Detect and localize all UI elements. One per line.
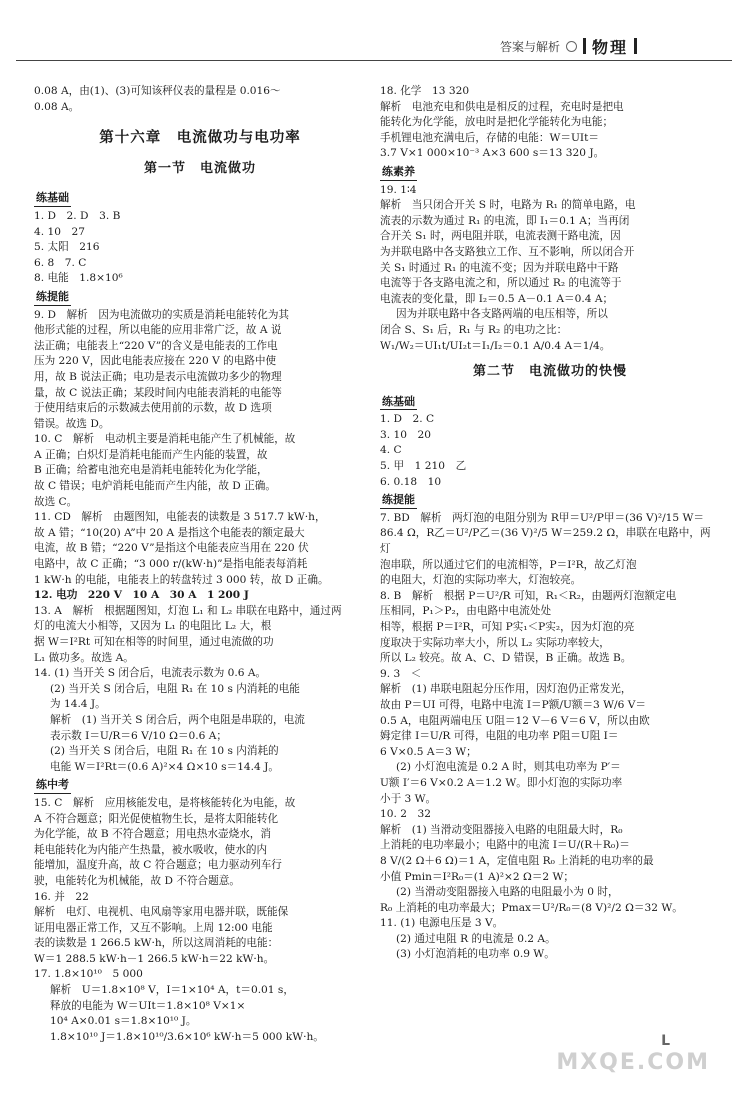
answer-q7 <box>380 511 720 589</box>
text-line: L₁ 做功多。故选 A。 <box>34 651 134 664</box>
text-line: 解析 U＝1.8×10⁸ V，I＝1×10⁴ A，t＝0.01 s， <box>50 984 294 997</box>
text-line: (2) 当滑动变阻器接入电路的电阻最小为 0 时， <box>396 886 619 899</box>
text-line: 解析 电池充电和供电是相反的过程，充电时是把电 <box>380 100 624 113</box>
text-line: A 正确；白炽灯是消耗电能而产生内能的装置，故 <box>34 448 268 461</box>
text-line: 错误。故选 D。 <box>34 417 110 430</box>
text-line: 10. C 解析 电动机主要是消耗电能产生了机械能，故 <box>34 433 296 446</box>
section-title: 第二节 电流做功的快慢 <box>472 364 627 380</box>
text-line: 压为 220 V，因此电能表应接在 220 V 的电路中使 <box>34 355 277 368</box>
text-line: 为 14.4 J。 <box>50 698 106 711</box>
answer-q8 <box>380 589 720 667</box>
text-line: (3) 小灯泡消耗的电功率 0.9 W。 <box>396 948 555 961</box>
text-line: 10⁴ A×0.01 s＝1.8×10¹⁰ J。 <box>50 1015 197 1028</box>
tag-improve: 练提能 <box>380 492 417 509</box>
text-line: 0.08 A，由(1)、(3)可知该秤仪表的量程是 0.016～ <box>34 85 281 97</box>
text-line: 0.08 A。 <box>34 100 80 113</box>
text-line: W₁/W₂＝UI₁t/UI₂t＝I₁/I₂＝0.1 A/0.4 A＝1/4。 <box>380 339 611 352</box>
answer-q11 <box>380 916 720 963</box>
text-line: 合开关 S₁ 时，两电阻并联，电流表测干路电流，因 <box>380 230 621 243</box>
text-line: 小于 3 W。 <box>380 792 437 805</box>
text-line: 11. CD 解析 由题图知，电能表的读数是 3 517.7 kW·h， <box>34 511 326 524</box>
answer-line: 5. 太阳 216 <box>34 241 100 254</box>
running-header <box>500 34 730 58</box>
text-line: W＝1 288.5 kW·h－1 266.5 kW·h＝22 kW·h。 <box>34 952 275 965</box>
text-line: 电流表的变化量，即 I₂＝0.5 A－0.1 A＝0.4 A； <box>380 292 614 305</box>
text-line: 0.5 A，电阻两端电压 U阻＝12 V－6 V＝6 V，所以由欧 <box>380 714 650 727</box>
text-line: 电流，故 B 错；“220 V”是指这个电能表应当用在 220 伏 <box>34 542 309 555</box>
text-line: 13. A 解析 根据题图知，灯泡 L₁ 和 L₂ 串联在电路中，通过两 <box>34 604 342 617</box>
answer-q9 <box>34 308 366 433</box>
answer-q9 <box>380 667 720 807</box>
text-line: 因为并联电路中各支路两端的电压相等，所以 <box>396 308 608 321</box>
header-rule <box>16 60 732 61</box>
text-line: 的电阻大，灯泡的实际功率大，灯泡较亮。 <box>380 574 582 587</box>
text-line: 能增加，温度升高，故 C 符合题意；电力驱动列车行 <box>34 859 282 872</box>
divider-bar <box>583 38 586 54</box>
text-line: 9. 3 ＜ <box>380 667 422 680</box>
text-line: 泡串联，所以通过它们的电流相等，P＝I²R，故乙灯泡 <box>380 558 637 571</box>
text-line: 7. BD 解析 两灯泡的电阻分别为 R甲＝U²/P甲＝(36 V)²/15 W＝ <box>380 511 704 524</box>
text-line: 19. 1∶4 <box>380 183 417 196</box>
basic-answers <box>34 209 366 287</box>
watermark-logo: MXQE.COM <box>556 1050 710 1075</box>
text-line: 相等，根据 P＝I²R，可知 P实₁＜P实₂，因为灯泡的亮 <box>380 621 635 633</box>
tag-midterm: 练中考 <box>34 777 71 794</box>
text-line: 故 A 错；“10(20) A”中 20 A 是指这个电能表的额定最大 <box>34 526 305 539</box>
tag-basic: 练基础 <box>380 394 417 411</box>
answer-line: 5. 甲 1 210 乙 <box>380 460 467 473</box>
text-line: 6 V×0.5 A＝3 W； <box>380 745 477 758</box>
answer-q14 <box>34 666 366 775</box>
answer-q12: 12. 电功 220 V 10 A 30 A 1 200 J <box>34 589 249 602</box>
basic-answers <box>380 412 720 490</box>
text-line: 解析 电灯、电视机、电风扇等家用电器并联，既能保 <box>34 906 289 919</box>
text-line: A 不符合题意；阳光促使植物生长，是将太阳能转化 <box>34 812 279 825</box>
text-line: 于使用结束后的示数减去使用前的示数，故 D 选项 <box>34 402 272 415</box>
text-line: 据 W＝I²Rt 可知在相等的时间里，通过电流做的功 <box>34 636 274 648</box>
text-line: 1.8×10¹⁰ J＝1.8×10¹⁰/3.6×10⁶ kW·h＝5 000 kW·h。 <box>50 1030 324 1043</box>
answer-line: 1. D 2. D 3. B <box>34 209 121 222</box>
text-line: 证用电器正常工作，又互不影响。上周 12:00 电能 <box>34 921 273 934</box>
text-line: 14. (1) 当开关 S 闭合后，电流表示数为 0.6 A。 <box>34 667 267 680</box>
answer-q16 <box>34 890 366 968</box>
text-line: 11. (1) 电源电压是 3 V。 <box>380 917 504 930</box>
text-line: 手机锂电池充满电后，存储的电能：W＝UIt＝ <box>380 131 599 144</box>
answer-line: 8. 电能 1.8×10⁶ <box>34 272 123 285</box>
text-line: 电能 W＝I²Rt＝(0.6 A)²×4 Ω×10 s＝14.4 J。 <box>50 760 279 773</box>
tag-basic: 练基础 <box>34 190 71 207</box>
header-title: 物理 <box>592 37 629 57</box>
text-line: 解析 当只闭合开关 S 时，电路为 R₁ 的简单电路，电 <box>380 199 636 212</box>
answer-q13 <box>34 604 366 666</box>
text-line: 闭合 S、S₁ 后，R₁ 与 R₂ 的电功之比： <box>380 323 568 336</box>
left-column <box>34 84 366 1045</box>
text-line: 能转化为化学能，放电时是把化学能转化为电能； <box>380 116 614 129</box>
text-line: 15. C 解析 应用核能发电，是将核能转化为电能，故 <box>34 796 296 809</box>
answer-line: 6. 8 7. C <box>34 256 87 269</box>
answer-line: 4. 10 27 <box>34 225 86 238</box>
text-line: 1 kW·h 的电能，电能表上的转盘转过 3 000 转，故 D 正确。 <box>34 573 329 586</box>
text-line: R₀ 上消耗的电功率最大；Pmax＝U²/R₀＝(8 V)²/2 Ω＝32 W。 <box>380 901 683 914</box>
text-line: 10. 2 32 <box>380 808 432 821</box>
text-line: 用，故 B 说法正确；电功是表示电流做功多少的物理 <box>34 370 282 383</box>
answer-q10 <box>34 432 366 510</box>
text-line: 3.7 V×1 000×10⁻³ A×3 600 s＝13 320 J。 <box>380 147 605 160</box>
text-line: 9. D 解析 因为电流做功的实质是消耗电能转化为其 <box>34 308 290 321</box>
text-line: 法正确；电能表上“220 V”的含义是电能表的工作电 <box>34 339 278 352</box>
text-line: 表示数 I＝U/R＝6 V/10 Ω＝0.6 A； <box>50 729 228 742</box>
divider-bar <box>634 38 637 54</box>
tag-improve: 练提能 <box>34 289 71 306</box>
text-line: 量，故 C 说法正确；某段时间内电能表消耗的电能等 <box>34 386 282 399</box>
text-line: 度取决于实际功率大小，所以 L₂ 实际功率较大， <box>380 636 610 649</box>
text-line: 8. B 解析 根据 P＝U²/R 可知，R₁＜R₂，由题两灯泡额定电 <box>380 589 677 602</box>
text-line: 86.4 Ω，R乙＝U²/P乙＝(36 V)²/5 W＝259.2 Ω，串联在电路中，两灯 <box>380 527 711 556</box>
answer-line: 6. 0.18 10 <box>380 475 442 488</box>
text-line: 故 C 错误；电炉消耗电能而产生内能，故 D 正确。 <box>34 480 276 493</box>
answer-q11 <box>34 510 366 588</box>
chapter-title: 第十六章 电流做功与电功率 <box>99 130 301 147</box>
answer-q19 <box>380 183 720 355</box>
intro-block <box>34 84 366 115</box>
text-line: 8 V/(2 Ω＋6 Ω)＝1 A，定值电阻 R₀ 上消耗的电功率的最 <box>380 854 654 867</box>
page-mark: L <box>661 1033 670 1049</box>
text-line: 他形式能的过程，所以电能的应用非常广泛，故 A 说 <box>34 324 282 337</box>
answer-q15 <box>34 796 366 890</box>
text-line: 故由 P＝UI 可得，电路中电流 I＝P额/U额＝3 W/6 V＝ <box>380 698 646 711</box>
text-line: 解析 (1) 当开关 S 闭合后，两个电阻是串联的，电流 <box>50 713 305 726</box>
text-line: 解析 (1) 当滑动变阻器接入电路的电阻最大时，R₀ <box>380 823 623 836</box>
text-line: 电流等于各支路电流之和，所以通过 R₂ 的电流等于 <box>380 277 622 290</box>
section-title: 第一节 电流做功 <box>143 160 256 176</box>
text-line: 灯的电流大小相等，又因为 L₁ 的电阻比 L₂ 大，根 <box>34 620 272 633</box>
text-line: 驶，电能转化为机械能，故 D 不符合题意。 <box>34 874 240 887</box>
text-line: 耗电能转化为内能产生热量，被水吸收，使水的内 <box>34 843 268 856</box>
text-line: 为并联电路中各支路独立工作、互不影响，所以闭合开 <box>380 245 635 258</box>
text-line: 关 S₁ 时通过 R₁ 的电流不变；因为并联电路中干路 <box>380 261 619 274</box>
text-line: B 正确；给蓄电池充电是消耗电能转化为化学能， <box>34 464 268 477</box>
text-line: 17. 1.8×10¹⁰ 5 000 <box>34 968 143 981</box>
answer-line: 1. D 2. C <box>380 413 435 426</box>
text-line: 姆定律 I＝U/R 可得，电阻的电功率 P阻＝U阻 I＝ <box>380 730 619 743</box>
text-line: (2) 当开关 S 闭合后，电阻 R₁ 在 10 s 内消耗的电能 <box>50 682 300 695</box>
header-subtitle: 答案与解析 <box>500 39 561 54</box>
text-line: 上消耗的电功率最小；电路中的电流 I＝U/(R＋R₀)＝ <box>380 839 630 852</box>
text-line: 18. 化学 13 320 <box>380 85 470 97</box>
text-line: (2) 当开关 S 闭合后，电阻 R₁ 在 10 s 内消耗的 <box>50 745 279 758</box>
text-line: 释放的电能为 W＝UIt＝1.8×10⁸ V×1× <box>50 999 246 1012</box>
text-line: U额 I′＝6 V×0.2 A＝1.2 W。即小灯泡的实际功率 <box>380 776 623 789</box>
text-line: (2) 小灯泡电流是 0.2 A 时，则其电功率为 P′＝ <box>396 761 621 774</box>
answer-q17 <box>34 967 366 1045</box>
text-line: (2) 通过电阻 R 的电流是 0.2 A。 <box>396 932 556 945</box>
text-line: 表的读数是 1 266.5 kW·h，所以这周消耗的电能： <box>34 937 279 950</box>
text-line: 电路中，故 C 正确；“3 000 r/(kW·h)”是指电能表每消耗 <box>34 558 308 571</box>
answer-q10 <box>380 807 720 916</box>
text-line: 流表的示数为通过 R₁ 的电流，即 I₁＝0.1 A；当再闭 <box>380 214 630 227</box>
circle-icon <box>566 41 577 52</box>
text-line: 16. 并 22 <box>34 890 89 903</box>
right-column <box>380 84 720 963</box>
text-line: 小值 Pmin＝I²R₀＝(1 A)²×2 Ω＝2 W； <box>380 870 575 883</box>
text-line: 故选 C。 <box>34 495 78 508</box>
answer-line: 4. C <box>380 444 402 457</box>
text-line: 解析 (1) 串联电阻起分压作用，因灯泡仍正常发光， <box>380 683 632 696</box>
answer-line: 3. 10 20 <box>380 428 432 441</box>
answer-q18 <box>380 84 720 162</box>
tag-quality: 练素养 <box>380 164 417 181</box>
text-line: 压相同，P₁＞P₂，由电路中电流处处 <box>380 605 552 618</box>
text-line: 所以 L₂ 较亮。故 A、C、D 错误，B 正确。故选 B。 <box>380 652 632 665</box>
text-line: 为化学能，故 B 不符合题意；用电热水壶烧水，消 <box>34 828 271 841</box>
